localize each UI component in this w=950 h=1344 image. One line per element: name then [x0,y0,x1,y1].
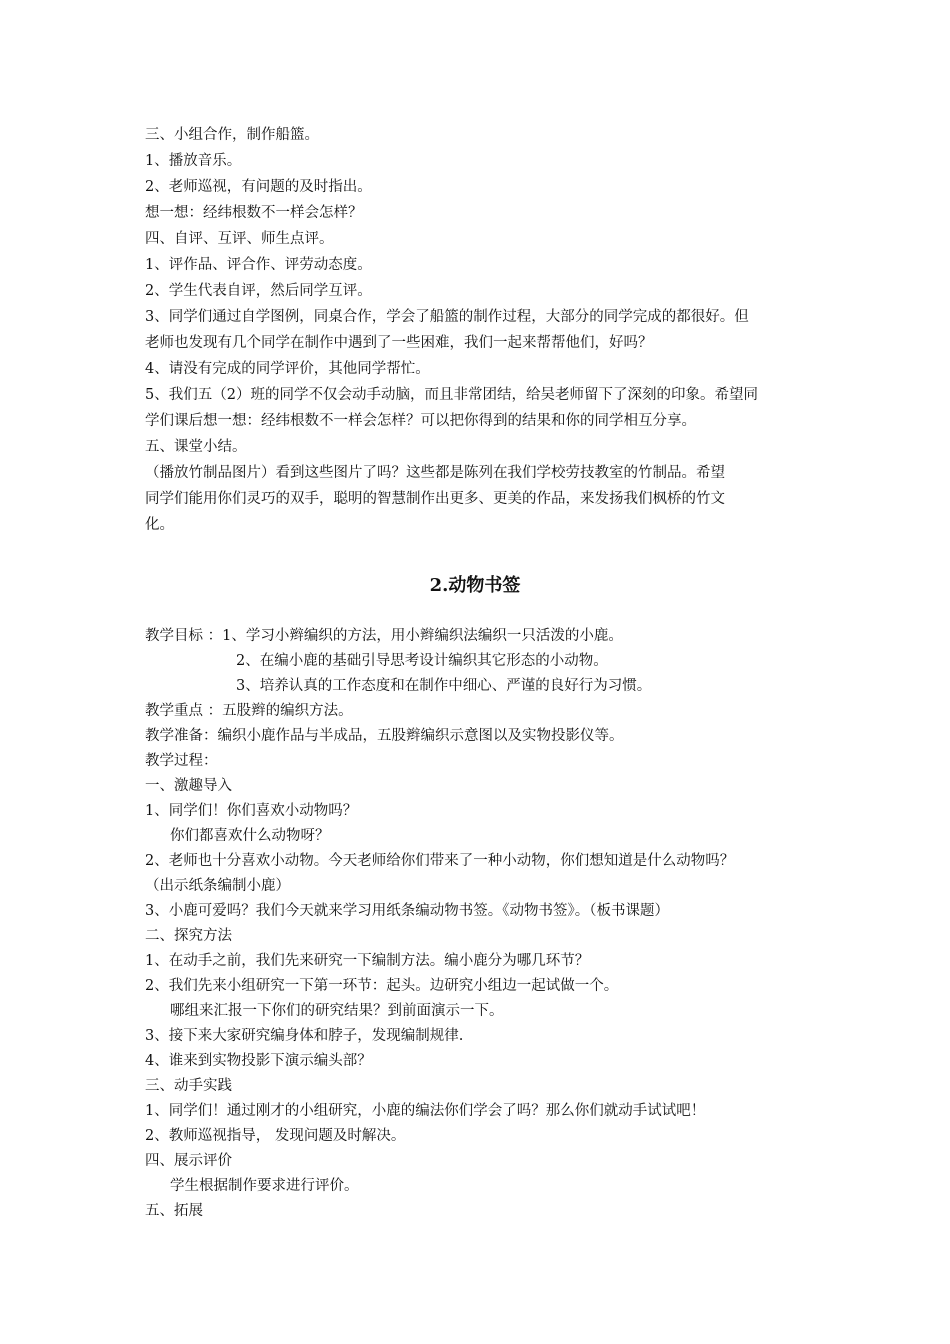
text-line: 三、动手实践 [145,1078,232,1094]
text-line: 三、小组合作，制作船篮。 [145,127,319,143]
text-line: 你们都喜欢什么动物呀？ [170,828,330,844]
process-heading: 教学过程： [145,753,218,769]
text-line: 四、展示评价 [145,1153,232,1169]
text-line: 五、课堂小结。 [145,439,247,455]
text-line: 2、老师也十分喜欢小动物。今天老师给你们带来了一种小动物，你们想知道是什么动物吗？ [145,853,735,869]
text-line: 1、同学们！通过刚才的小组研究，小鹿的编法你们学会了吗？那么你们就动手试试吧！ [145,1103,706,1119]
text-line: 1、同学们！你们喜欢小动物吗？ [145,803,358,819]
text-line: 3、同学们通过自学图例，同桌合作，学会了船篮的制作过程，大部分的同学完成的都很好。但 [145,309,749,325]
text-line: 学生根据制作要求进行评价。 [170,1178,359,1194]
text-line: 2、我们先来小组研究一下第一环节：起头。边研究小组边一起试做一个。 [145,978,619,994]
goal-line: 教学目标 ：1、学习小辫编织的方法，用小辫编织法编织一只活泼的小鹿。 [145,628,623,644]
text-line: 3、接下来大家研究编身体和脖子，发现编制规律. [145,1028,464,1044]
text-line: （出示纸条编制小鹿） [145,878,290,894]
text-line: 四、自评、互评、师生点评。 [145,231,334,247]
text-line: 2、老师巡视，有问题的及时指出。 [145,179,372,195]
text-line: 2、教师巡视指导， 发现问题及时解决。 [145,1128,406,1144]
prep-line: 教学准备：编织小鹿作品与半成品，五股辫编织示意图以及实物投影仪等。 [145,728,624,744]
text-line: 一、激趣导入 [145,778,232,794]
text-line: 同学们能用你们灵巧的双手，聪明的智慧制作出更多、更美的作品，来发扬我们枫桥的竹文 [145,491,725,507]
text-line: 化。 [145,517,174,533]
text-line: 哪组来汇报一下你们的研究结果？到前面演示一下。 [170,1003,504,1019]
text-line: 4、请没有完成的同学评价，其他同学帮忙。 [145,361,430,377]
text-line: 想一想：经纬根数不一样会怎样？ [145,205,363,221]
text-line: 3、小鹿可爱吗？我们今天就来学习用纸条编动物书签。《动物书签》。（板书课题） [145,903,669,919]
focus-line: 教学重点 ：五股辫的编织方法。 [145,703,353,719]
text-line: 五、拓展 [145,1203,203,1219]
text-line: 5、我们五（2）班的同学不仅会动手动脑，而且非常团结，给吴老师留下了深刻的印象。希望同 [145,387,758,403]
text-line: 1、在动手之前，我们先来研究一下编制方法。编小鹿分为哪几环节？ [145,953,590,969]
text-line: 4、谁来到实物投影下演示编头部？ [145,1053,372,1069]
text-line: 1、播放音乐。 [145,153,242,169]
goal-line: 2、在编小鹿的基础引导思考设计编织其它形态的小动物。 [236,653,608,669]
text-line: 学们课后想一想：经纬根数不一样会怎样？可以把你得到的结果和你的同学相互分享。 [145,413,696,429]
text-line: （播放竹制品图片）看到这些图片了吗？这些都是陈列在我们学校劳技教室的竹制品。希望 [145,465,725,481]
text-line: 2、学生代表自评，然后同学互评。 [145,283,372,299]
section-title: 2.动物书签 [429,575,521,596]
text-line: 老师也发现有几个同学在制作中遇到了一些困难，我们一起来帮帮他们，好吗？ [145,335,653,351]
text-line: 二、探究方法 [145,928,232,944]
goal-line: 3、培养认真的工作态度和在制作中细心、严谨的良好行为习惯。 [236,678,652,694]
text-line: 1、评作品、评合作、评劳动态度。 [145,257,372,273]
